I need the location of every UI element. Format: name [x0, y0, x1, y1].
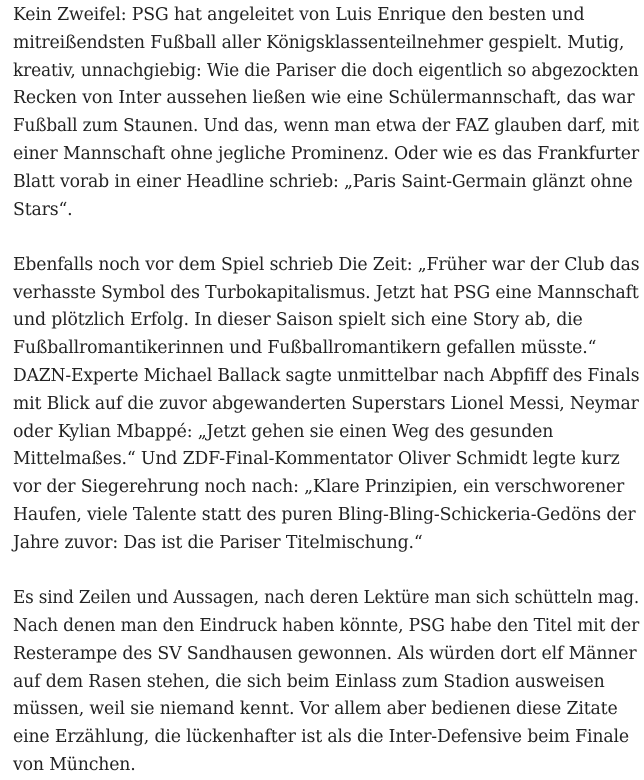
text-line: oder Kylian Mbappé: „Jetzt gehen sie einen Weg des gesunden [13, 421, 554, 442]
paragraph-narrative [13, 585, 639, 780]
text-line: eine Erzählung, die lückenhafter ist als die Inter-Defensive beim Finale [13, 727, 629, 748]
text-line: Ebenfalls noch vor dem Spiel schrieb Die Zeit: „Früher war der Club das [13, 254, 640, 275]
text-line: mitreißendsten Fußball aller Königsklassenteilnehmer gespielt. Mutig, [13, 32, 625, 53]
text-line: mit Blick auf die zuvor abgewanderten Superstars Lionel Messi, Neymar [13, 393, 639, 414]
text-line: verhasste Symbol des Turbokapitalismus. Jetzt hat PSG eine Mannschaft [13, 282, 639, 303]
text-line: einer Mannschaft ohne jegliche Prominenz. Oder wie es das Frankfurter [13, 143, 639, 164]
text-line: Blatt vorab in einer Headline schrieb: „Paris Saint-Germain glänzt ohne [13, 171, 633, 192]
text-line: Stars“. [13, 199, 73, 220]
text-line: auf dem Rasen stehen, die sich beim Einlass zum Stadion ausweisen [13, 671, 605, 692]
text-line: Haufen, viele Talente statt des puren Bling-Bling-Schickeria-Gedöns der [13, 505, 636, 526]
text-line: Nach denen man den Eindruck haben könnte, PSG habe den Titel mit der [13, 615, 640, 636]
text-line: Recken von Inter aussehen ließen wie eine Schülermannschaft, das war [13, 88, 635, 109]
text-line: Kein Zweifel: PSG hat angeleitet von Luis Enrique den besten und [13, 5, 585, 25]
article-body [13, 2, 639, 780]
text-line: Fußball zum Staunen. Und das, wenn man etwa der FAZ glauben darf, mit [13, 116, 640, 137]
text-line: Mittelmaßes.“ Und ZDF-Final-Kommentator Oliver Schmidt legte kurz [13, 449, 620, 470]
text-line: Resterampe des SV Sandhausen gewonnen. Als würden dort elf Männer [13, 643, 637, 664]
text-line: Jahre zuvor: Das ist die Pariser Titelmischung.“ [13, 532, 423, 553]
text-line: müssen, weil sie niemand kennt. Vor allem aber bedienen diese Zitate [13, 699, 618, 720]
text-line: kreativ, unnachgiebig: Wie die Pariser die doch eigentlich so abgezockten [13, 60, 639, 81]
text-line: Es sind Zeilen und Aussagen, nach deren Lektüre man sich schütteln mag. [13, 588, 640, 609]
paragraph-quotes [13, 252, 639, 558]
paragraph-psg-football [13, 2, 639, 224]
text-line: von München. [13, 754, 136, 775]
text-line: und plötzlich Erfolg. In dieser Saison spielt sich eine Story ab, die [13, 310, 583, 331]
text-line: DAZN-Experte Michael Ballack sagte unmittelbar nach Abpfiff des Finals [13, 366, 640, 387]
text-line: Fußballromantikerinnen und Fußballromantikern gefallen müsste.“ [13, 338, 597, 359]
text-line: vor der Siegerehrung noch nach: „Klare Prinzipien, ein verschworener [13, 477, 625, 498]
